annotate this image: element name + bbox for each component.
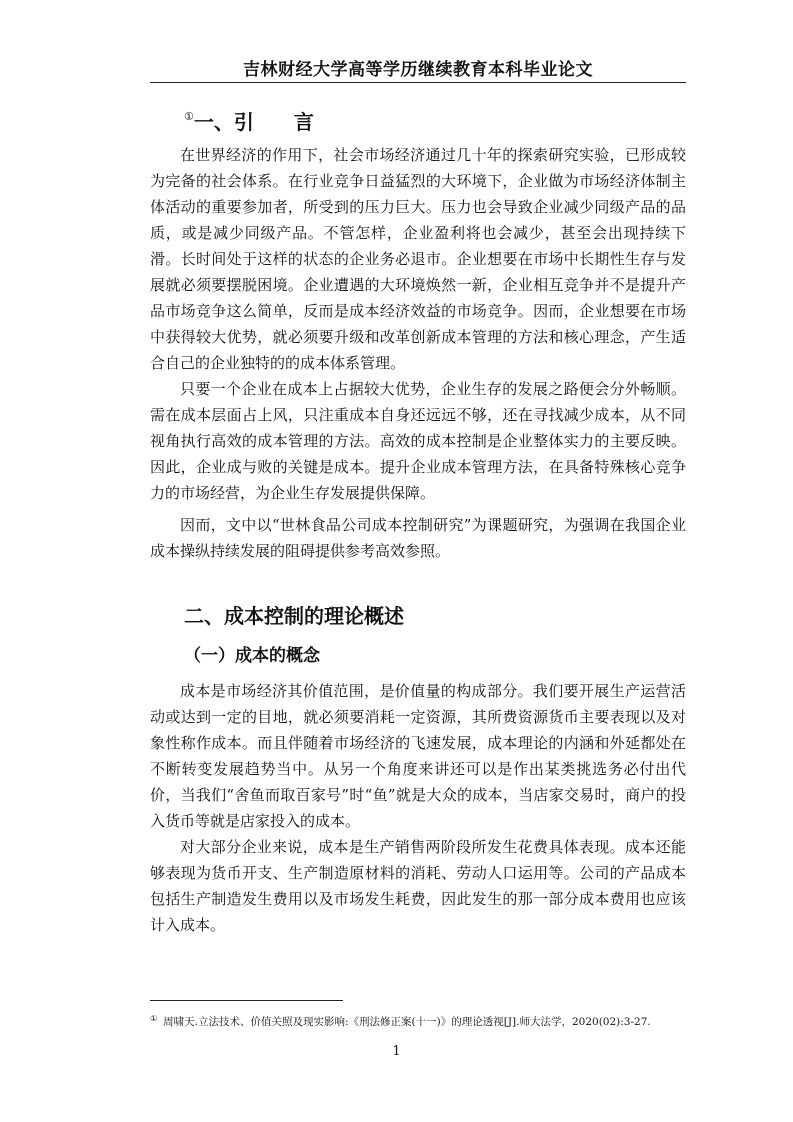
page-number: 1 xyxy=(392,1044,401,1059)
header-rule xyxy=(150,82,686,83)
body-paragraph: 成本是市场经济其价值范围，是价值量的构成部分。我们要开展生产运营活动或达到一定的目地，就必须要消耗一定资源，其所费资源货币主要表现以及对象性称作成本。而且伴随着市场经济的飞速发展，成本理论的内涵和外延都处在不断转变发展趋势当中。从另一个角度来讲还可以是作出某类挑选务必付出代价，当我们“舍鱼而取百家号”时“鱼”就是大众的成本，当店家交易时，商户的投入货币等就是店家投入的成本。 xyxy=(150,682,686,830)
body-paragraph: 因而，文中以“世林食品公司成本控制研究”为课题研究，为强调在我国企业成本操纵持续发展的阻碍提供参考高效参照。 xyxy=(150,516,686,560)
footnote xyxy=(150,1012,690,1029)
subsection-heading: （一）成本的概念 xyxy=(184,646,320,666)
body-paragraph: 只要一个企业在成本上占据较大优势，企业生存的发展之路便会分外畅顺。需在成本层面占上风，只注重成本自身还远远不够，还在寻找减少成本，从不同视角执行高效的成本管理的方法。高效的成本控制是企业整体实力的主要反映。因此，企业成与败的关键是成本。提升企业成本管理方法，在具备特殊核心竞争力的市场经营，为企业生存发展提供保障。 xyxy=(150,380,686,502)
running-header: 吉林财经大学高等学历继续教育本科毕业论文 xyxy=(243,60,593,80)
footnote-rule xyxy=(150,1000,343,1001)
body-paragraph: 在世界经济的作用下，社会市场经济通过几十年的探索研究实验，已形成较为完备的社会体系。在行业竞争日益猛烈的大环境下，企业做为市场经济体制主体活动的重要参加者，所受到的压力巨大。压力也会导致企业减少同级产品的品质，或是减少同级产品。不管怎样，企业盈利将也会减少，甚至会出现持续下滑。长时间处于这样的状态的企业务必退市。企业想要在市场中长期性生存与发展就必须要摆脱困境。企业遭遇的大环境焕然一新，企业相互竞争并不是提升产品市场竞争这么简单，反而是成本经济效益的市场竞争。因而，企业想要在市场中获得较大优势，就必须要升级和改革创新成本管理的方法和核心理念，产生适合自己的企业独特的的成本体系管理。 xyxy=(150,146,686,372)
footnote-marker: ① xyxy=(150,1014,158,1023)
footnote-marker: ① xyxy=(184,110,194,123)
section-title: 一、引 言 xyxy=(193,110,314,134)
footnote-text: 周啸天.立法技术、价值关照及现实影响:《刑法修正案(十一)》的理论透视[J].师大法学，2020(02):3-27. xyxy=(163,1016,651,1028)
section-heading-theory: 二、成本控制的理论概述 xyxy=(184,604,404,628)
body-paragraph: 对大部分企业来说，成本是生产销售两阶段所发生花费具体表现。成本还能够表现为货币开支、生产制造原材料的消耗、劳动人口运用等。公司的产品成本包括生产制造发生费用以及市场发生耗费，因此发生的那一部分成本费用也应该计入成本。 xyxy=(150,838,686,934)
section-heading-introduction xyxy=(184,106,314,135)
